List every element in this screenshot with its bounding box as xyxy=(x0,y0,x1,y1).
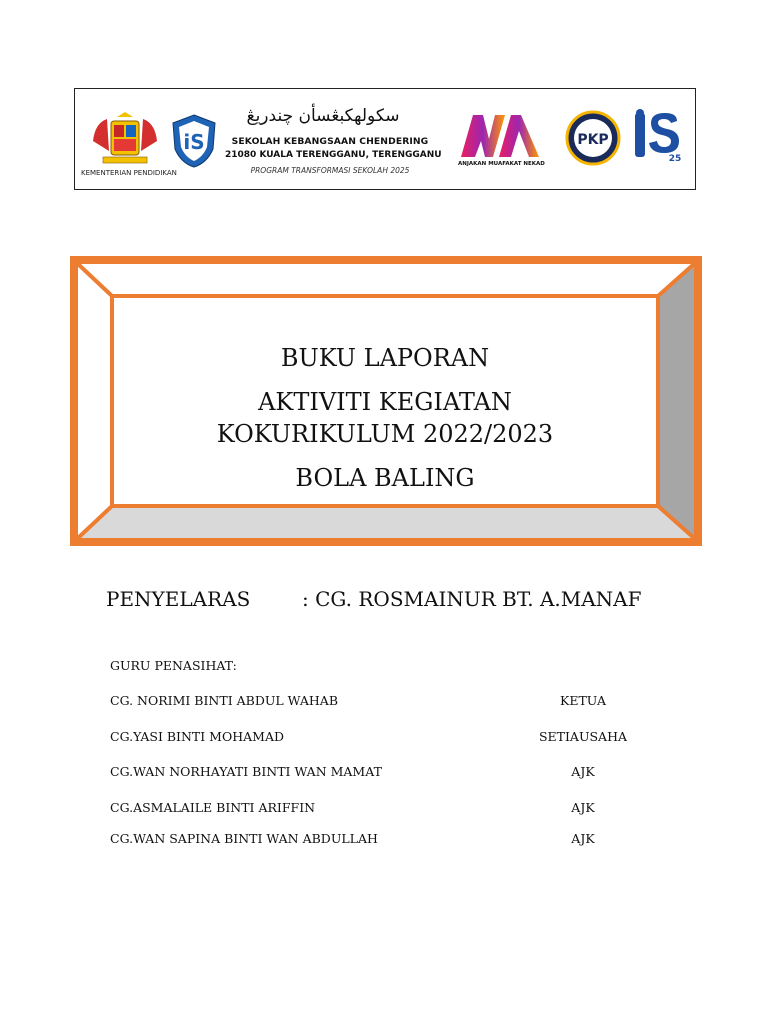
advisor-name: CG. NORIMI BINTI ABDUL WAHAB xyxy=(110,693,339,708)
school-address: 21080 KUALA TERENGGANU, TERENGGANU xyxy=(225,150,442,160)
title-line-2: AKTIVITI KEGIATAN xyxy=(258,388,512,416)
advisor-row xyxy=(0,729,768,747)
advisor-row xyxy=(0,764,768,782)
pkp-logo-icon xyxy=(565,109,621,167)
advisor-row xyxy=(0,800,768,818)
ministry-label: KEMENTERIAN PENDIDIKAN xyxy=(81,169,177,177)
amn-label: ANJAKAN MUAFAKAT NEKAD xyxy=(458,161,545,167)
bevel-right xyxy=(658,264,694,538)
bevel-top xyxy=(78,264,694,296)
title-line-4: BOLA BALING xyxy=(295,464,475,492)
advisor-role: AJK xyxy=(571,764,595,779)
advisor-role: AJK xyxy=(571,831,595,846)
letterhead-banner xyxy=(74,88,696,190)
coordinator-value: : CG. ROSMAINUR BT. A.MANAF xyxy=(302,587,642,611)
advisor-role: SETIAUSAHA xyxy=(538,729,628,744)
coordinator-label: PENYELARAS xyxy=(106,587,251,611)
program-title: PROGRAM TRANSFORMASI SEKOLAH 2025 xyxy=(250,166,410,175)
school-logo-text: iS xyxy=(183,130,205,154)
jawi-school-name xyxy=(246,95,400,131)
advisor-name: CG.YASI BINTI MOHAMAD xyxy=(110,729,284,744)
title-line-3: KOKURIKULUM 2022/2023 xyxy=(216,420,554,448)
ministry-crest-icon xyxy=(87,111,163,167)
bevel-left xyxy=(78,264,112,538)
report-title xyxy=(112,296,658,504)
amn-logo-icon xyxy=(459,109,541,165)
advisor-role: KETUA xyxy=(560,693,606,708)
title-line-1: BUKU LAPORAN xyxy=(280,344,490,372)
advisor-name: CG.WAN SAPINA BINTI WAN ABDULLAH xyxy=(110,831,378,846)
jawi-text: سكولهكبڠسأن چندريڠ xyxy=(246,106,400,126)
advisor-row xyxy=(0,831,768,849)
advisor-row xyxy=(0,693,768,711)
ts25-logo-icon xyxy=(631,109,685,171)
school-crest-icon xyxy=(169,113,219,169)
advisor-name: CG.WAN NORHAYATI BINTI WAN MAMAT xyxy=(110,764,382,779)
advisors-heading: GURU PENASIHAT: xyxy=(110,658,237,673)
advisor-name: CG.ASMALAILE BINTI ARIFFIN xyxy=(110,800,316,815)
school-name: SEKOLAH KEBANGSAAN CHENDERING xyxy=(231,136,429,147)
ts25-logo-text: 25 xyxy=(668,154,682,164)
bevel-bottom xyxy=(78,506,694,538)
advisor-role: AJK xyxy=(571,800,595,815)
pkp-logo-text: PKP xyxy=(577,132,609,148)
